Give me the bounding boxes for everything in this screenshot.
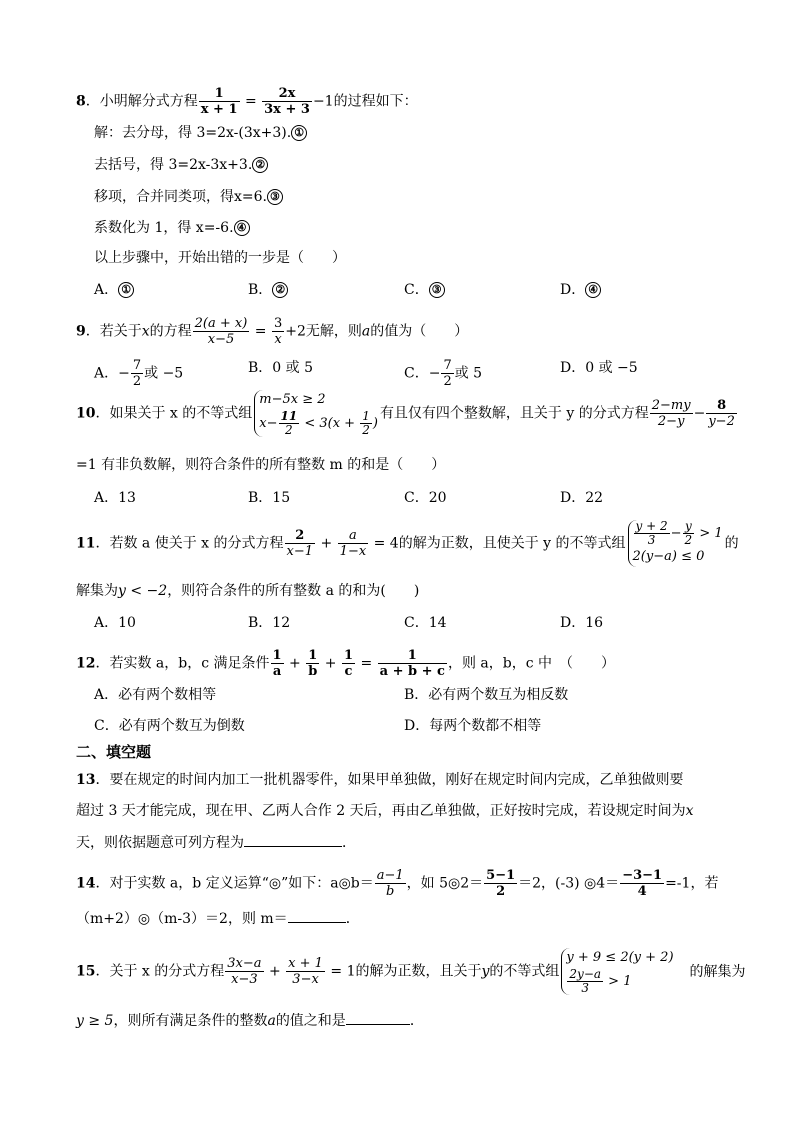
fraction: $\frac{2x}{3x + 3}$ <box>264 86 310 117</box>
q8-option-b[interactable]: B． ② <box>248 280 288 300</box>
fraction: $\frac{2(a + x)}{x-5}$ <box>194 316 248 347</box>
q11-option-c[interactable]: C．14 <box>404 615 447 631</box>
fraction: $\frac{2}{x-1}$ <box>286 528 314 559</box>
fraction: $\frac{8}{y-2}$ <box>708 398 735 429</box>
q9-option-b[interactable]: B．0 或 5 <box>248 360 314 376</box>
q14-line-2: （m+2）◎（m-3）＝2，则 m＝ ． <box>76 908 360 929</box>
q8-step-1: 解：去分母，得 3=2x-(3x+3). ① <box>94 123 307 143</box>
q9-option-a[interactable]: A．− $\frac{7}{2}$ 或 −5 <box>94 358 184 389</box>
q10-option-c[interactable]: C．20 <box>404 490 447 506</box>
q11-stem-cont: 解集为y < −2，则符合条件的所有整数 a 的和为( ) <box>76 583 420 599</box>
q8-step-2: 去括号，得 3=2x-3x+3. ② <box>94 155 268 175</box>
q13-line-3: 天，则依据题意可列方程为 ． <box>76 832 356 853</box>
q10-option-d[interactable]: D．22 <box>560 490 604 506</box>
question-number: 12 <box>76 655 96 672</box>
fraction: $\frac{1}{x + 1}$ <box>200 86 238 117</box>
q12-stem: 12．若实数 a，b，c 满足条件 $\frac{1}{a}$ + $\frac{1}{b}$ + $\frac{1}{c}$ = $\frac{1}{a + b + c}$ ，则 a，b，c 中 （ ） <box>76 648 616 679</box>
q13-line-1: 13．要在规定的时间内加工一批机器零件，如果甲单独做，刚好在规定时间内完成，乙单独做则要 <box>76 772 684 788</box>
q12-option-c[interactable]: C．必有两个数互为倒数 <box>94 718 245 734</box>
question-number: 8 <box>76 93 86 110</box>
q12-option-a[interactable]: A．必有两个数相等 <box>94 687 217 703</box>
answer-blank[interactable] <box>288 908 346 923</box>
q11-option-b[interactable]: B．12 <box>248 615 291 631</box>
question-number: 13 <box>76 772 96 788</box>
circled-1-icon: ① <box>291 125 307 141</box>
circled-3-icon: ③ <box>429 282 445 298</box>
q11-option-a[interactable]: A．10 <box>94 615 136 631</box>
q13-line-2: 超过 3 天才能完成，现在甲、乙两人合作 2 天后，再由乙单独做，正好按时完成，若设规定时间为x <box>76 803 694 819</box>
q10-stem: 10．如果关于 x 的不等式组 m−5x ≥ 2 x− $\frac{11}{2}$ < 3(x + $\frac{1}{2}$ ) 有且仅有四个整数解，且关于 y 的分式方程 $\frac{2-my}{2-y}$ − $\frac{8}{y-2}$ <box>76 392 735 437</box>
q10-option-b[interactable]: B．15 <box>248 490 291 506</box>
q10-option-a[interactable]: A．13 <box>94 490 136 506</box>
fraction: $\frac{2-my}{2-y}$ <box>651 398 691 429</box>
circled-2-icon: ② <box>272 282 288 298</box>
q15-stem: 15．关于 x 的分式方程 $\frac{3x-a}{x-3}$ + $\frac{x + 1}{3-x}$ = 1的解为正数，且关于y的不等式组 y + 9 ≤ 2(y + 2) $\frac{2y-a}{3}$ > 1 的解集为 <box>76 950 746 995</box>
question-number: 14 <box>76 875 96 892</box>
inequality-system: y + 9 ≤ 2(y + 2) $\frac{2y-a}{3}$ > 1 <box>561 948 673 995</box>
circled-3-icon: ③ <box>267 189 283 205</box>
fraction: $\frac{3}{x}$ <box>273 316 283 347</box>
q8-ask: 以上步骤中，开始出错的一步是（ ） <box>94 250 346 266</box>
q10-stem-cont: =1 有非负数解，则符合条件的所有整数 m 的和是（ ） <box>76 457 446 473</box>
answer-blank[interactable] <box>346 1010 410 1025</box>
question-number: 15 <box>76 963 96 980</box>
q14-stem: 14．对于实数 a，b 定义运算“◎”如下：a◎b＝ $\frac{a-1}{b}$ ，如 5◎2＝ $\frac{5-1}{2}$ ＝2，(-3) ◎4＝ $\frac{-3-1}{4}$ =-1，若 <box>76 868 719 899</box>
q8-stem: 8．小明解分式方程 $\frac{1}{x + 1}$ = $\frac{2x}{3x + 3}$ −1的过程如下： <box>76 86 418 117</box>
q8-option-d[interactable]: D． ④ <box>560 280 601 300</box>
answer-blank[interactable] <box>244 832 342 847</box>
fraction: $\frac{a}{1-x}$ <box>339 528 367 559</box>
q9-option-c[interactable]: C．− $\frac{7}{2}$ 或 5 <box>404 358 483 389</box>
circled-4-icon: ④ <box>585 282 601 298</box>
q9-option-d[interactable]: D．0 或 −5 <box>560 360 638 376</box>
circled-1-icon: ① <box>118 282 134 298</box>
q15-line-2: y ≥ 5，则所有满足条件的整数a的值之和是 ． <box>76 1010 424 1031</box>
q8-option-a[interactable]: A． ① <box>94 280 134 300</box>
question-number: 9 <box>76 323 86 340</box>
q8-step-4: 系数化为 1，得 x=-6. ④ <box>94 218 250 238</box>
inequality-system: m−5x ≥ 2 x− $\frac{11}{2}$ < 3(x + $\frac{1}{2}$ ) <box>254 390 378 437</box>
circled-4-icon: ④ <box>234 220 250 236</box>
q11-stem: 11．若数 a 使关于 x 的分式方程 $\frac{2}{x-1}$ + $\frac{a}{1-x}$ = 4的解为正数，且使关于 y 的不等式组 $\frac{y + 2}{3}$ − $\frac{y}{2}$ > 1 2(y−a) ≤ 0 的 <box>76 520 739 567</box>
question-number: 11 <box>76 535 96 552</box>
q12-option-d[interactable]: D．每两个数都不相等 <box>404 718 542 734</box>
question-number: 10 <box>76 405 96 422</box>
q8-step-3: 移项，合并同类项，得x=6. ③ <box>94 187 283 207</box>
q8-option-c[interactable]: C． ③ <box>404 280 445 300</box>
q12-option-b[interactable]: B．必有两个数互为相反数 <box>404 687 569 703</box>
q11-option-d[interactable]: D．16 <box>560 615 604 631</box>
circled-2-icon: ② <box>252 157 268 173</box>
inequality-system: $\frac{y + 2}{3}$ − $\frac{y}{2}$ > 1 2(y−a) ≤ 0 <box>628 520 723 567</box>
section-heading: 二、填空题 <box>76 743 152 761</box>
q9-stem: 9．若关于x的方程 $\frac{2(a + x)}{x-5}$ = $\frac{3}{x}$ +2无解，则a的值为（ ） <box>76 316 469 347</box>
